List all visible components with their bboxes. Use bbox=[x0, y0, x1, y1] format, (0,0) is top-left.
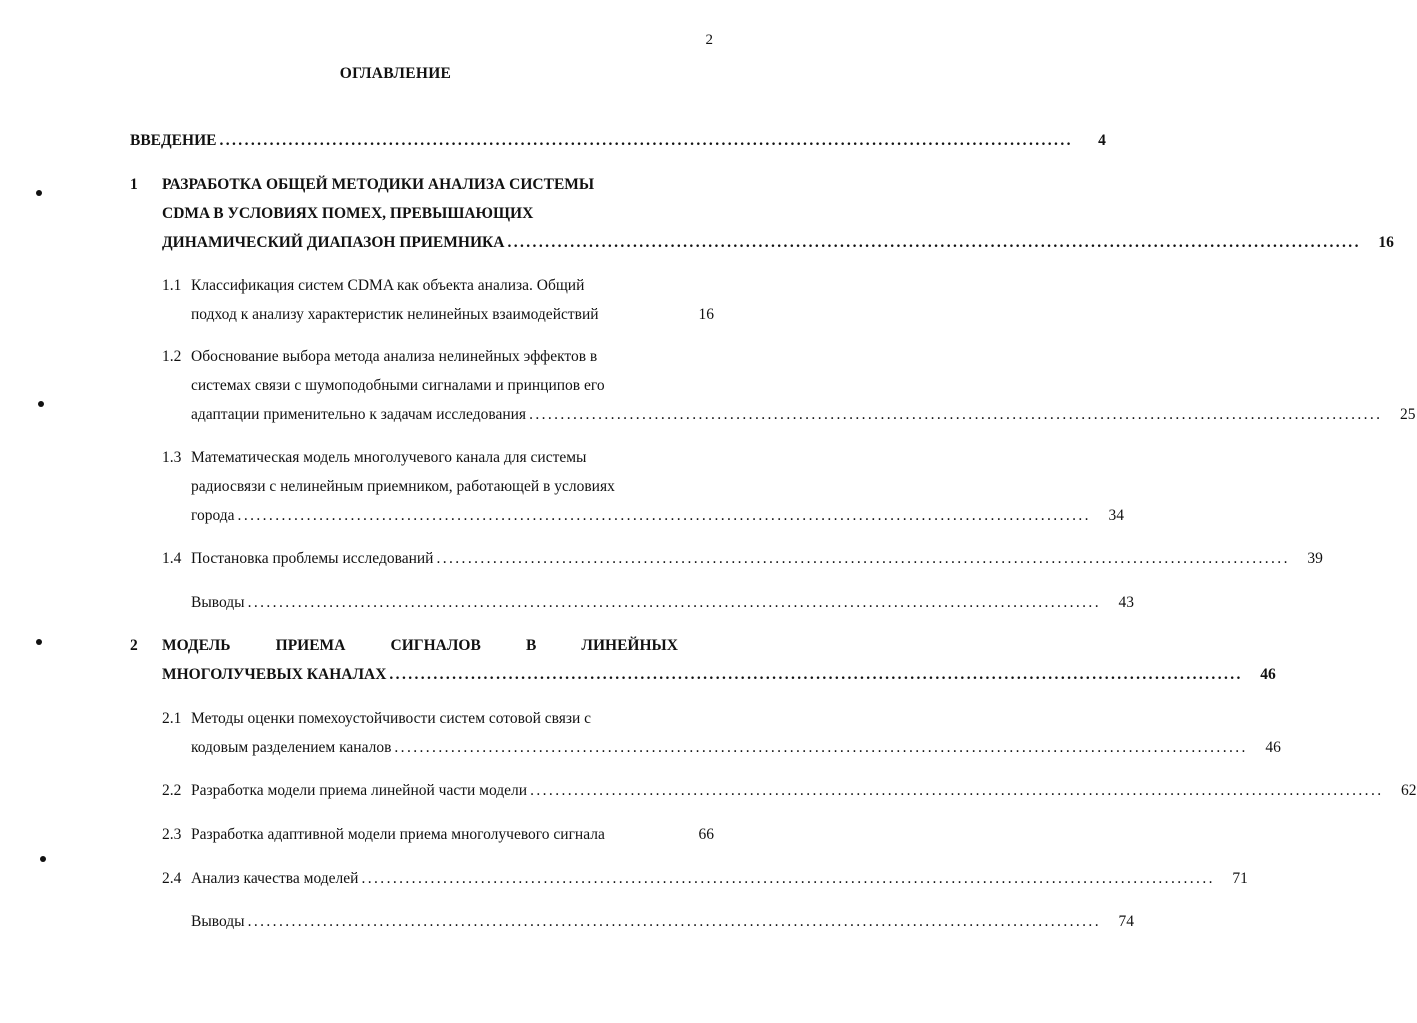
toc-page-number: 43 bbox=[1118, 594, 1134, 611]
toc-entry-title: CDMA В УСЛОВИЯХ ПОМЕХ, ПРЕВЫШАЮЩИХ bbox=[162, 205, 534, 222]
toc-section-number: 2.2 bbox=[162, 782, 182, 799]
toc-page-number: 46 bbox=[1260, 666, 1276, 683]
dot-leader: ........................................................................................................................................ bbox=[237, 507, 1091, 524]
dot-leader: ........................................................................................................................................ bbox=[247, 594, 1101, 611]
toc-section-number: 1.1 bbox=[162, 277, 182, 294]
toc-entry-title: радиосвязи с нелинейным приемником, работающей в условиях bbox=[191, 478, 615, 495]
toc-section-number: 2.1 bbox=[162, 710, 182, 727]
toc-entry-title: города bbox=[191, 507, 235, 524]
toc-section-number: 2.3 bbox=[162, 826, 182, 843]
toc-entry-title: ДИНАМИЧЕСКИЙ ДИАПАЗОН ПРИЕМНИКА bbox=[162, 234, 505, 251]
toc-entry-title: Разработка адаптивной модели приема многолучевого сигнала bbox=[191, 826, 605, 843]
dot-leader: ........................................................................................................................................ bbox=[436, 550, 1290, 567]
toc-entry-title: Выводы bbox=[191, 913, 245, 930]
toc-entry-section-2-1[interactable] bbox=[162, 704, 1281, 762]
toc-page-number: 34 bbox=[1108, 507, 1124, 524]
toc-entry-title: Математическая модель многолучевого канала для системы bbox=[191, 449, 587, 466]
toc-page-number: 4 bbox=[1098, 132, 1106, 149]
toc-section-number: 1.3 bbox=[162, 449, 182, 466]
toc-entry-title: РАЗРАБОТКА ОБЩЕЙ МЕТОДИКИ АНАЛИЗА СИСТЕМЫ bbox=[162, 176, 595, 193]
punch-hole-mark bbox=[40, 856, 46, 862]
dot-leader: ........................................................................................................................................ bbox=[530, 782, 1384, 799]
toc-chapter-number: 1 bbox=[130, 176, 138, 193]
toc-entry-chapter-1[interactable] bbox=[130, 170, 1394, 257]
dot-leader: ........................................................................................................................................ bbox=[219, 132, 1073, 149]
toc-entry-title: адаптации применительно к задачам исследования bbox=[191, 406, 527, 423]
toc-page-number: 46 bbox=[1265, 739, 1281, 756]
toc-entry-section-1-2[interactable] bbox=[162, 342, 1416, 429]
punch-hole-mark bbox=[36, 639, 42, 645]
toc-entry-title: Разработка модели приема линейной части модели bbox=[191, 782, 528, 799]
dot-leader: ........................................................................................................................................ bbox=[529, 406, 1383, 423]
toc-entry-chapter-2[interactable] bbox=[130, 631, 1276, 689]
toc-entry-title: кодовым разделением каналов bbox=[191, 739, 392, 756]
toc-entry-section-1-4[interactable] bbox=[162, 544, 1323, 573]
dot-leader: ........................................................................................................................................ bbox=[389, 666, 1243, 683]
toc-entry-title: подход к анализу характеристик нелинейных взаимодействий bbox=[191, 306, 599, 323]
toc-entry-title: Постановка проблемы исследований bbox=[191, 550, 434, 567]
dot-leader: ........................................................................................................................................ bbox=[394, 739, 1248, 756]
toc-entry-title-word: ЛИНЕЙНЫХ bbox=[581, 637, 678, 654]
toc-entry-title-word: В bbox=[525, 637, 537, 654]
toc-page-number: 16 bbox=[1378, 234, 1394, 251]
toc-page-number: 66 bbox=[698, 826, 714, 843]
toc-page-number: 62 bbox=[1401, 782, 1417, 799]
toc-entry-section-2-2[interactable] bbox=[162, 776, 1417, 805]
punch-hole-mark bbox=[36, 190, 42, 196]
toc-entry-title: Методы оценки помехоустойчивости систем сотовой связи с bbox=[191, 710, 592, 727]
toc-entry-introduction[interactable] bbox=[130, 126, 1106, 155]
toc-entry-section-1-3[interactable] bbox=[162, 443, 1124, 530]
toc-entry-title-word: МОДЕЛЬ bbox=[162, 637, 231, 654]
toc-entry-title: Обоснование выбора метода анализа нелинейных эффектов в bbox=[191, 348, 598, 365]
page-number: 2 bbox=[705, 32, 713, 48]
toc-entry-title: ВВЕДЕНИЕ bbox=[130, 132, 217, 149]
toc-entry-section-2-3[interactable] bbox=[162, 820, 714, 849]
toc-entry-section-2-4[interactable] bbox=[162, 864, 1248, 893]
toc-entry-title: Выводы bbox=[191, 594, 245, 611]
dot-leader: ........................................................................................................................................ bbox=[507, 234, 1361, 251]
toc-entry-conclusions-2[interactable] bbox=[191, 907, 1134, 936]
toc-entry-section-1-1[interactable] bbox=[162, 271, 714, 329]
toc-entry-title: Анализ качества моделей bbox=[191, 870, 359, 887]
toc-title: ОГЛАВЛЕНИЕ bbox=[339, 65, 452, 82]
toc-entry-title-word: СИГНАЛОВ bbox=[390, 637, 481, 654]
toc-chapter-number: 2 bbox=[130, 637, 138, 654]
dot-leader: ........................................................................................................................................ bbox=[361, 870, 1215, 887]
toc-section-number: 1.2 bbox=[162, 348, 182, 365]
dot-leader: ........................................................................................................................................ bbox=[247, 913, 1101, 930]
toc-entry-title-word: ПРИЕМА bbox=[275, 637, 346, 654]
toc-entry-title: системах связи с шумоподобными сигналами и принципов его bbox=[191, 377, 605, 394]
toc-entry-title: Классификация систем CDMA как объекта анализа. Общий bbox=[191, 277, 585, 294]
toc-entry-conclusions-1[interactable] bbox=[191, 588, 1134, 617]
punch-hole-mark bbox=[38, 401, 44, 407]
toc-section-number: 1.4 bbox=[162, 550, 182, 567]
toc-page-number: 16 bbox=[698, 306, 714, 323]
toc-page-number: 25 bbox=[1399, 406, 1416, 423]
toc-page-number: 74 bbox=[1118, 913, 1134, 930]
toc-page-number: 39 bbox=[1307, 550, 1323, 567]
toc-page-number: 71 bbox=[1232, 870, 1248, 887]
toc-entry-title: МНОГОЛУЧЕВЫХ КАНАЛАХ bbox=[162, 666, 387, 683]
toc-section-number: 2.4 bbox=[162, 870, 182, 887]
